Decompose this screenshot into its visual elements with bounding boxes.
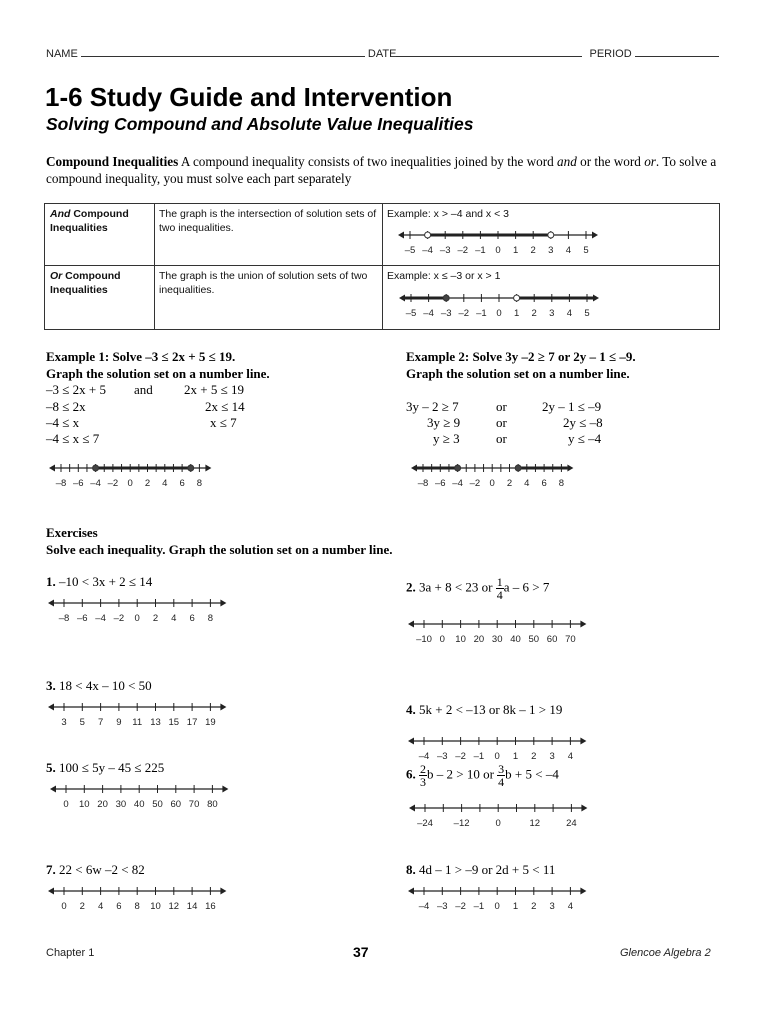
number-line-exercise-5[interactable]: [44, 781, 230, 815]
example2-or-word: or: [496, 415, 507, 430]
example2-step: 3y – 2 ≥ 7: [406, 399, 459, 414]
number-line-or-example: [399, 290, 615, 324]
exercise-8: 8. 4d – 1 > –9 or 2d + 5 < 11: [406, 862, 556, 877]
arrow-right-icon: [592, 232, 598, 239]
number-line-exercise-3[interactable]: [44, 699, 230, 733]
intro-text: or the word: [576, 154, 645, 169]
tick-label: –5: [404, 245, 416, 256]
arrow-right-icon: [220, 704, 226, 711]
tick-label: 2: [152, 613, 159, 624]
tick-label: –3: [439, 245, 451, 256]
tick-label: 1: [512, 245, 519, 256]
exercise-7: 7. 22 < 6w –2 < 82: [46, 862, 145, 877]
exercises-heading: Exercises: [46, 525, 98, 540]
tick-label: –2: [113, 613, 125, 624]
arrow-right-icon: [580, 621, 586, 628]
tick-label: 8: [558, 478, 565, 489]
number-line-exercise-7[interactable]: [44, 883, 230, 917]
fraction: $\frac{3}{4}$: [498, 762, 505, 789]
open-dot: [548, 232, 554, 238]
arrow-right-icon: [220, 600, 226, 607]
tick-label: –4: [423, 308, 434, 319]
example1-solution: –4 ≤ x ≤ 7: [46, 431, 100, 446]
arrow-right-icon: [580, 888, 586, 895]
tick-label: 0: [489, 478, 495, 489]
arrow-right-icon: [222, 786, 228, 793]
compound-inequality-table: [44, 203, 720, 330]
number-line-and-example: [395, 227, 611, 261]
page-title: 1-6 Study Guide and Intervention: [45, 82, 453, 112]
tick-label: 4: [566, 308, 573, 319]
tick-label: 4: [162, 478, 168, 489]
tick-label: 0: [439, 634, 445, 645]
arrow-left-icon: [50, 786, 56, 793]
arrow-left-icon: [48, 704, 54, 711]
tick-label: 1: [513, 308, 520, 319]
exercise-6: 6. $\frac{2}{3}$ b – 2 > 10 or $\frac{3}{4}$ b + 5 < –4: [406, 762, 559, 789]
tick-label: –4: [418, 901, 430, 912]
period-blank[interactable]: [635, 46, 719, 57]
tick-label: –1: [473, 751, 485, 762]
closed-dot: [443, 295, 449, 301]
tick-label: 2: [531, 751, 537, 762]
arrow-right-icon: [581, 805, 587, 812]
table-row-or-desc: The graph is the union of solution sets of two inequalities.: [159, 270, 368, 296]
tick-label: 0: [495, 245, 501, 256]
closed-dot: [515, 465, 521, 471]
tick-label: 1: [512, 901, 519, 912]
example2-or-word: or: [496, 431, 507, 446]
tick-label: 60: [546, 634, 558, 645]
example1-subheading: Graph the solution set on a number line.: [46, 366, 270, 381]
tick-label: 0: [494, 901, 500, 912]
fraction: $\frac{2}{3}$: [420, 762, 426, 789]
exercise-3: 3. 18 < 4x – 10 < 50: [46, 678, 152, 693]
example2-step: 2y ≤ –8: [563, 415, 603, 430]
tick-label: 30: [491, 634, 503, 645]
tick-label: 0: [127, 478, 133, 489]
tick-label: –8: [55, 478, 67, 489]
tick-label: –4: [95, 613, 106, 624]
arrow-left-icon: [408, 621, 414, 628]
tick-label: 15: [168, 717, 180, 728]
tick-label: 20: [473, 634, 485, 645]
number-line-exercise-6[interactable]: [406, 800, 592, 834]
tick-label: 50: [152, 799, 163, 810]
tick-label: –2: [457, 245, 469, 256]
tick-label: –4: [90, 478, 101, 489]
example1-heading: Example 1: Solve –3 ≤ 2x + 5 ≤ 19.: [46, 349, 236, 364]
tick-label: 60: [170, 799, 182, 810]
tick-label: –6: [73, 478, 84, 489]
tick-label: 70: [188, 799, 200, 810]
tick-label: 0: [496, 308, 502, 319]
tick-label: 8: [134, 901, 140, 912]
tick-label: 2: [506, 478, 513, 489]
tick-label: 40: [133, 799, 145, 810]
tick-label: 12: [168, 901, 180, 912]
exercise-4: 4. 5k + 2 < –13 or 8k – 1 > 19: [406, 702, 563, 717]
arrow-left-icon: [49, 465, 55, 472]
arrow-right-icon: [567, 465, 573, 472]
tick-label: 7: [97, 717, 104, 728]
intro-text: . To solve a compound inequality, you must solve each part separately: [46, 154, 717, 186]
tick-label: 24: [566, 818, 577, 829]
arrow-left-icon: [48, 888, 54, 895]
page-subtitle: Solving Compound and Absolute Value Inequalities: [46, 114, 474, 134]
arrow-left-icon: [399, 295, 405, 302]
tick-label: –2: [455, 901, 466, 912]
example2-step: 2y – 1 ≤ –9: [542, 399, 602, 414]
closed-dot: [455, 465, 461, 471]
tick-label: 40: [510, 634, 521, 645]
arrow-right-icon: [580, 738, 586, 745]
example2-step: y ≥ 3: [433, 431, 460, 446]
table-column-divider: [154, 204, 155, 329]
closed-dot: [188, 465, 194, 471]
tick-label: 2: [530, 245, 536, 256]
tick-label: 5: [79, 717, 85, 728]
arrow-left-icon: [408, 888, 414, 895]
tick-label: –6: [77, 613, 88, 624]
closed-dot: [93, 465, 99, 471]
number-line-exercise-1[interactable]: [44, 595, 230, 629]
tick-label: 13: [150, 717, 161, 728]
example1-step: –3 ≤ 2x + 5: [46, 382, 106, 397]
tick-label: 3: [548, 245, 554, 256]
tick-label: 6: [189, 613, 195, 624]
tick-label: 9: [116, 717, 122, 728]
tick-label: 6: [541, 478, 547, 489]
tick-label: 2: [531, 901, 537, 912]
tick-label: –8: [58, 613, 70, 624]
tick-label: 4: [567, 901, 574, 912]
example1-step: 2x ≤ 14: [205, 399, 245, 414]
tick-label: 2: [144, 478, 151, 489]
tick-label: 4: [524, 478, 530, 489]
arrow-left-icon: [398, 232, 404, 239]
tick-label: –4: [422, 245, 433, 256]
table-row-and-example: Example: x > –4 and x < 3: [387, 208, 509, 220]
tick-label: 3: [549, 751, 555, 762]
table-row-or-type: Or Compound Inequalities: [50, 270, 121, 296]
tick-label: 14: [186, 901, 198, 912]
footer-book: Glencoe Algebra 2: [620, 947, 711, 959]
table-column-divider: [382, 204, 383, 329]
tick-label: 8: [196, 478, 203, 489]
table-row-or-example: Example: x ≤ –3 or x > 1: [387, 270, 501, 282]
arrow-left-icon: [409, 805, 415, 812]
tick-label: –10: [416, 634, 432, 645]
tick-label: 0: [61, 901, 67, 912]
example2-step: y ≤ –4: [568, 431, 602, 446]
intro-paragraph: [46, 153, 726, 187]
tick-label: 16: [205, 901, 216, 912]
example2-or-word: or: [496, 399, 507, 414]
tick-label: 10: [79, 799, 90, 810]
intro-heading: Compound Inequalities: [46, 154, 179, 169]
tick-label: 3: [549, 901, 555, 912]
example1-step: –4 ≤ x: [46, 415, 80, 430]
tick-label: 4: [567, 751, 574, 762]
fraction: $\frac{1}{4}$: [496, 575, 503, 602]
tick-label: 2: [531, 308, 537, 319]
name-label: NAME: [46, 48, 78, 60]
exercise-5: 5. 100 ≤ 5y – 45 ≤ 225: [46, 760, 165, 775]
tick-label: 3: [61, 717, 67, 728]
tick-label: –4: [452, 478, 463, 489]
tick-label: 80: [207, 799, 218, 810]
tick-label: 6: [116, 901, 122, 912]
tick-label: –24: [417, 818, 433, 829]
tick-label: 0: [495, 818, 501, 829]
arrow-left-icon: [411, 465, 417, 472]
tick-label: –3: [440, 308, 452, 319]
tick-label: 10: [455, 634, 466, 645]
arrow-right-icon: [220, 888, 226, 895]
tick-label: 19: [205, 717, 216, 728]
tick-label: –2: [455, 751, 466, 762]
tick-label: 70: [565, 634, 576, 645]
example1-step: x ≤ 7: [210, 415, 237, 430]
tick-label: –6: [435, 478, 446, 489]
tick-label: 12: [529, 818, 541, 829]
tick-label: –3: [437, 901, 448, 912]
exercise-1: 1. –10 < 3x + 2 ≤ 14: [46, 574, 153, 589]
example2-subheading: Graph the solution set on a number line.: [406, 366, 630, 381]
and-word: and: [557, 154, 577, 169]
period-label: PERIOD: [589, 48, 632, 60]
date-blank[interactable]: [396, 46, 582, 57]
open-dot: [425, 232, 431, 238]
example2-heading: Example 2: Solve 3y –2 ≥ 7 or 2y – 1 ≤ –9.: [406, 349, 636, 364]
tick-label: 5: [584, 308, 590, 319]
arrow-left-icon: [48, 600, 54, 607]
tick-label: 1: [512, 751, 519, 762]
number-line-exercise-8[interactable]: [406, 883, 592, 917]
tick-label: 6: [179, 478, 185, 489]
tick-label: 10: [150, 901, 161, 912]
tick-label: 17: [186, 717, 198, 728]
footer-page-number: 37: [353, 944, 369, 960]
tick-label: –2: [458, 308, 470, 319]
tick-label: –2: [469, 478, 481, 489]
tick-label: –1: [475, 245, 486, 256]
number-line-example2: [406, 460, 578, 494]
open-dot: [514, 295, 520, 301]
example1-step: 2x + 5 ≤ 19: [184, 382, 244, 397]
example2-step: 3y ≥ 9: [427, 415, 461, 430]
tick-label: 3: [549, 308, 555, 319]
tick-label: 5: [583, 245, 589, 256]
tick-label: 50: [528, 634, 540, 645]
number-line-example1: [44, 460, 216, 494]
tick-label: 4: [97, 901, 104, 912]
example1-step: –8 ≤ 2x: [46, 399, 86, 414]
tick-label: 30: [115, 799, 127, 810]
arrow-right-icon: [593, 295, 599, 302]
tick-label: 2: [79, 901, 85, 912]
intro-text: A compound inequality consists of two inequalities joined by the word: [178, 154, 558, 169]
tick-label: 20: [97, 799, 108, 810]
tick-label: –3: [437, 751, 448, 762]
example1-and-word: and: [134, 382, 153, 397]
tick-label: –4: [418, 751, 430, 762]
tick-label: –1: [476, 308, 487, 319]
number-line-exercise-2[interactable]: [406, 616, 592, 650]
tick-label: 4: [565, 245, 572, 256]
table-row-and-desc: The graph is the intersection of solution sets of two inequalities.: [159, 208, 377, 234]
tick-label: –1: [473, 901, 485, 912]
tick-label: 0: [63, 799, 69, 810]
tick-label: 11: [132, 717, 143, 728]
tick-label: 4: [171, 613, 177, 624]
tick-label: 0: [494, 751, 500, 762]
table-row-and-type: And Compound Inequalities: [50, 208, 129, 234]
or-word: or: [644, 154, 656, 169]
tick-label: 0: [134, 613, 140, 624]
footer-chapter: Chapter 1: [46, 947, 95, 959]
name-blank[interactable]: [81, 46, 365, 57]
tick-label: –12: [453, 818, 470, 829]
date-label: DATE: [367, 48, 397, 60]
exercises-instruction: Solve each inequality. Graph the solution set on a number line.: [46, 542, 393, 557]
arrow-right-icon: [205, 465, 211, 472]
tick-label: 8: [207, 613, 214, 624]
header-line: [46, 46, 726, 60]
tick-label: –5: [405, 308, 417, 319]
arrow-left-icon: [408, 738, 414, 745]
tick-label: –2: [107, 478, 119, 489]
exercise-2: 2. 3a + 8 < 23 or $\frac{1}{4}$ a – 6 > 7: [406, 575, 550, 602]
tick-label: –8: [417, 478, 429, 489]
